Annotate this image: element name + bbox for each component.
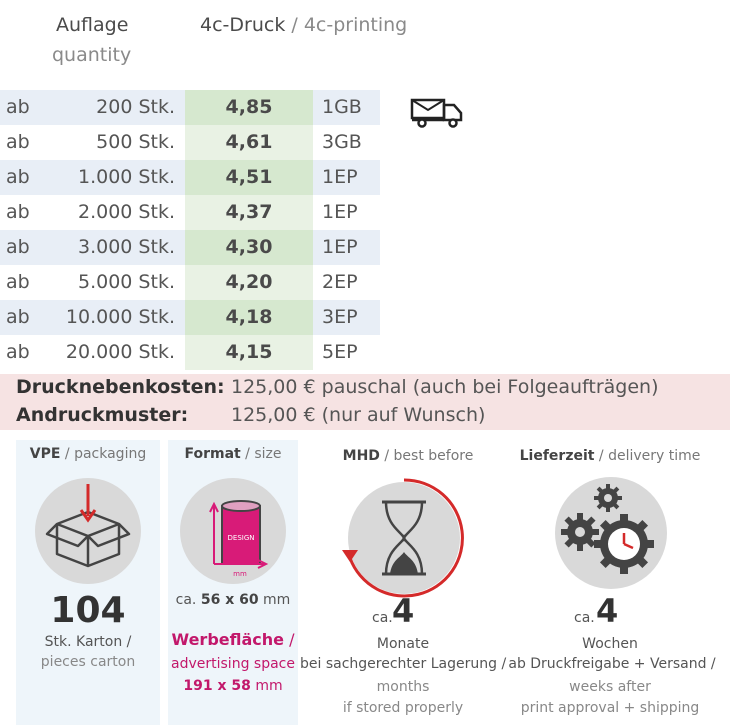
row-packaging: 1GB <box>322 96 362 118</box>
delivery-prefix: ca. <box>574 610 595 626</box>
ad-space-en: advertising space <box>171 656 295 672</box>
row-prefix: ab <box>6 96 30 118</box>
table-row <box>0 265 380 300</box>
table-row <box>0 335 380 370</box>
row-prefix: ab <box>6 201 30 223</box>
table-row <box>0 125 380 160</box>
cup-icon <box>178 476 288 586</box>
row-packaging: 3GB <box>322 131 362 153</box>
row-prefix: ab <box>6 341 30 363</box>
ad-space-value: 191 x 58 mm <box>183 678 283 694</box>
quantity-heading-de: Auflage <box>56 14 129 36</box>
delivery-unit-de: Wochen <box>582 636 638 652</box>
printing-heading: 4c-Druck / 4c-printing <box>200 14 408 36</box>
packaging-unit-en: pieces carton <box>40 654 136 670</box>
setup-cost-label: Drucknebenkosten: <box>16 376 225 398</box>
best-before-prefix: ca. <box>372 610 393 626</box>
delivery-note-de: ab Druckfreigabe + Versand / <box>508 656 716 672</box>
row-price: 4,61 <box>185 125 313 160</box>
row-price: 4,37 <box>185 195 313 230</box>
gears-clock-icon <box>554 476 668 590</box>
row-prefix: ab <box>6 166 30 188</box>
delivery-number: 4 <box>596 592 619 630</box>
row-quantity: 2.000 Stk. <box>78 201 175 223</box>
row-packaging: 1EP <box>322 236 358 258</box>
row-packaging: 5EP <box>322 341 358 363</box>
row-packaging: 2EP <box>322 271 358 293</box>
table-row <box>0 300 380 335</box>
row-quantity: 3.000 Stk. <box>78 236 175 258</box>
row-quantity: 5.000 Stk. <box>78 271 175 293</box>
cup-unit-label: mm <box>233 570 247 578</box>
delivery-unit-en: weeks after <box>569 679 651 695</box>
best-before-number: 4 <box>392 592 415 630</box>
row-price: 4,51 <box>185 160 313 195</box>
row-quantity: 20.000 Stk. <box>65 341 175 363</box>
row-prefix: ab <box>6 131 30 153</box>
packaging-count: 104 <box>50 590 126 631</box>
cup-design-label: DESIGN <box>227 534 255 542</box>
packaging-card <box>16 440 160 725</box>
table-header <box>0 14 730 74</box>
best-before-note-de: bei sachgerechter Lagerung / <box>300 656 507 672</box>
row-price: 4,20 <box>185 265 313 300</box>
row-packaging: 3EP <box>322 306 358 328</box>
packaging-unit-de: Stk. Karton / <box>44 634 132 650</box>
row-packaging: 1EP <box>322 201 358 223</box>
proof-cost-value: 125,00 € (nur auf Wunsch) <box>231 404 486 426</box>
row-prefix: ab <box>6 271 30 293</box>
delivery-note-en: print approval + shipping <box>520 700 700 716</box>
delivery-title: Lieferzeit / delivery time <box>519 448 701 464</box>
row-price: 4,15 <box>185 335 313 370</box>
proof-cost-line <box>16 404 485 426</box>
format-size: ca. 56 x 60 mm <box>175 592 291 608</box>
setup-cost-line <box>16 376 659 398</box>
setup-cost-value: 125,00 € pauschal (auch bei Folgeaufträgen) <box>231 376 659 398</box>
truck-icon <box>410 98 464 128</box>
proof-cost-label: Andruckmuster: <box>16 404 189 426</box>
row-price: 4,30 <box>185 230 313 265</box>
row-prefix: ab <box>6 306 30 328</box>
format-title: Format / size <box>184 446 282 462</box>
row-price: 4,85 <box>185 90 313 125</box>
row-packaging: 1EP <box>322 166 358 188</box>
ad-space-title: Werbefläche / <box>171 630 295 649</box>
row-quantity: 500 Stk. <box>96 131 175 153</box>
row-quantity: 10.000 Stk. <box>65 306 175 328</box>
quantity-heading-en: quantity <box>52 44 132 66</box>
print-costs-band <box>0 374 730 430</box>
price-table <box>0 90 380 370</box>
packaging-title: VPE / packaging <box>29 446 147 462</box>
best-before-title: MHD / best before <box>342 448 474 464</box>
best-before-unit-en: months <box>376 679 430 695</box>
table-row <box>0 195 380 230</box>
best-before-unit-de: Monate <box>376 636 430 652</box>
row-quantity: 200 Stk. <box>96 96 175 118</box>
row-quantity: 1.000 Stk. <box>78 166 175 188</box>
table-row <box>0 90 380 125</box>
best-before-note-en: if stored properly <box>342 700 464 716</box>
hourglass-icon <box>340 474 468 602</box>
row-price: 4,18 <box>185 300 313 335</box>
box-icon <box>33 476 143 586</box>
table-row <box>0 230 380 265</box>
table-row <box>0 160 380 195</box>
row-prefix: ab <box>6 236 30 258</box>
